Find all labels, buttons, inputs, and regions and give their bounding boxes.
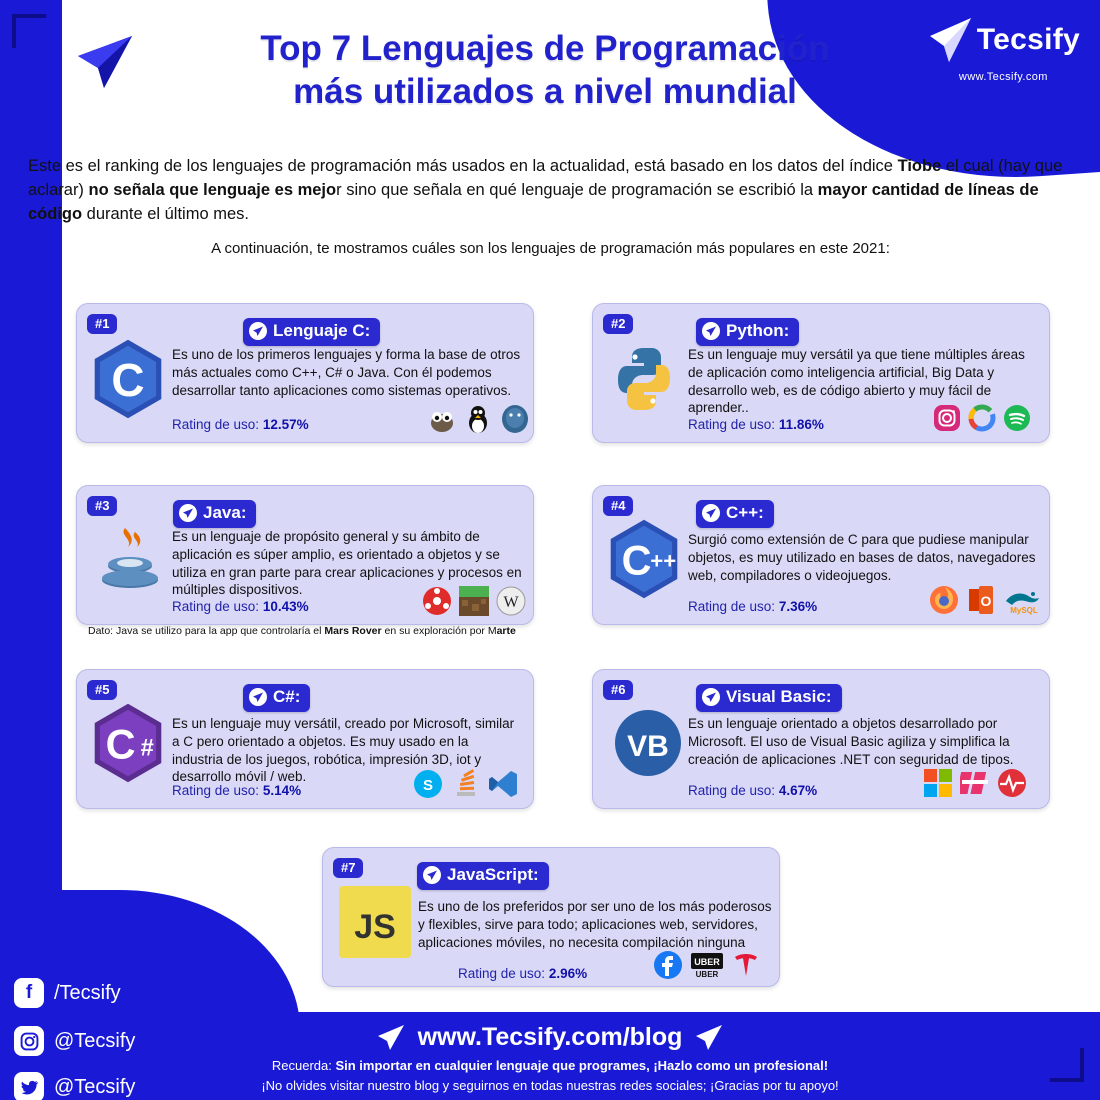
intro-text-3: r sino que señala en qué lenguaje de programación se escribió la bbox=[336, 180, 818, 199]
rating-label: Rating de uso: bbox=[688, 599, 776, 614]
google-icon bbox=[968, 404, 996, 437]
svg-text:VB: VB bbox=[627, 730, 669, 763]
rank-badge: #2 bbox=[603, 314, 633, 334]
postgresql-icon bbox=[499, 404, 531, 439]
rating-text bbox=[688, 783, 817, 798]
footer-message-2: ¡No olvides visitar nuestro blog y seguirnos en todas nuestras redes sociales; ¡Gracias por tu apoyo! bbox=[261, 1078, 839, 1093]
language-card-c bbox=[76, 303, 534, 443]
language-description: Es un lenguaje muy versátil ya que tiene múltiples áreas de aplicación como inteligencia artificial, Big Data y desarrollo web, es de código abierto y muy fácil de aprender.. bbox=[688, 347, 1025, 416]
language-card-cpp bbox=[592, 485, 1050, 625]
footer-message-1-bold: Sin importar en cualquier lenguaje que programes, ¡Hazlo como un profesional! bbox=[335, 1058, 829, 1073]
microsoft-icon bbox=[923, 768, 953, 803]
paper-plane-icon bbox=[249, 322, 267, 340]
language-card-javascript bbox=[322, 847, 780, 987]
tech-icons-row bbox=[412, 768, 518, 805]
minecraft-icon bbox=[459, 586, 489, 621]
language-description: Es un lenguaje orientado a objetos desarrollado por Microsoft. El uso de Visual Basic agiliza y simplifica la creación de aplicaciones .NET con seguridad de tipos. bbox=[688, 716, 1014, 767]
brand-name: Tecsify bbox=[976, 23, 1080, 56]
rating-label: Rating de uso: bbox=[172, 417, 260, 432]
svg-text:W: W bbox=[503, 594, 519, 611]
spotify-icon bbox=[1003, 404, 1031, 437]
social-facebook[interactable] bbox=[14, 978, 121, 1008]
paper-plane-icon bbox=[249, 688, 267, 706]
svg-text:C: C bbox=[111, 354, 145, 407]
footer-message-1 bbox=[0, 1058, 1100, 1073]
rating-label: Rating de uso: bbox=[688, 417, 776, 432]
mysql-icon bbox=[1002, 585, 1044, 620]
language-name: Python: bbox=[726, 321, 790, 340]
rating-label: Rating de uso: bbox=[172, 783, 260, 798]
intro-paragraph bbox=[28, 155, 1073, 227]
paper-plane-icon bbox=[702, 688, 720, 706]
rating-label: Rating de uso: bbox=[688, 783, 776, 798]
c-language-logo bbox=[91, 338, 165, 425]
health-icon bbox=[997, 768, 1027, 803]
svg-text:++: ++ bbox=[650, 548, 677, 574]
language-name: JavaScript: bbox=[447, 865, 539, 884]
paper-plane-icon bbox=[694, 1022, 724, 1052]
rating-value: 7.36% bbox=[778, 599, 818, 614]
facebook-icon bbox=[653, 950, 683, 985]
page-title bbox=[150, 28, 940, 113]
footer-blog-url[interactable] bbox=[0, 1022, 1100, 1052]
intro-bold-3: mayor cantidad de líneas de código bbox=[28, 180, 1039, 223]
page-title-line2: más utilizados a nivel mundial bbox=[293, 71, 797, 111]
rating-label: Rating de uso: bbox=[172, 599, 260, 614]
tech-icons-row bbox=[923, 768, 1027, 803]
stackoverflow-icon bbox=[451, 768, 481, 805]
language-name: Visual Basic: bbox=[726, 687, 832, 706]
rank-badge: #6 bbox=[603, 680, 633, 700]
rating-value: 11.86% bbox=[778, 417, 824, 432]
java-note-text-2: en su exploración por M bbox=[381, 625, 497, 637]
language-description: Es uno de los preferidos por ser uno de los más poderosos y flexibles, sirve para todo; aplicaciones web, servidores, aplicaciones móviles, no necesita compilación ninguna bbox=[418, 899, 772, 950]
language-card-python bbox=[592, 303, 1050, 443]
svg-text:#: # bbox=[140, 735, 154, 762]
wikipedia-icon bbox=[496, 586, 526, 621]
social-handle: @Tecsify bbox=[54, 1029, 136, 1052]
language-title-pill bbox=[696, 318, 799, 346]
language-title-pill bbox=[696, 500, 774, 528]
tech-icons-row bbox=[427, 404, 531, 439]
brand-block bbox=[927, 14, 1080, 83]
svg-text:O: O bbox=[980, 593, 992, 609]
microsoft-office-icon bbox=[967, 585, 995, 620]
language-description: Es un lenguaje de propósito general y su ámbito de aplicación es súper amplio, es orientado a objetos y se utiliza en gran parte para crear aplicaciones y procesos en múltiples dispositivos. bbox=[172, 529, 522, 598]
rating-text bbox=[688, 599, 817, 614]
svg-text:MySQL: MySQL bbox=[1010, 606, 1038, 615]
language-description: Es uno de los primeros lenguajes y forma la base de otros más actuales como C++, C# o Java. Con él podemos desarrollar tanto aplicaciones como sistemas operativos. bbox=[172, 347, 521, 398]
csharp-logo bbox=[91, 702, 165, 789]
language-description: Es un lenguaje muy versátil, creado por Microsoft, similar a C pero orientado a objetos. Es muy usado en la industria de los juegos, robótica, impresión 3D, iot y desarrollo móvil / web. bbox=[172, 716, 515, 785]
rating-label: Rating de uso: bbox=[458, 966, 546, 981]
bank-icon bbox=[960, 768, 990, 803]
language-card-visual-basic bbox=[592, 669, 1050, 809]
rank-badge: #4 bbox=[603, 496, 633, 516]
intro-text-1: Este es el ranking de los lenguajes de programación más usados en la actualidad, está basado en los datos del índice bbox=[28, 157, 898, 175]
svg-text:S: S bbox=[422, 777, 434, 794]
language-name: C++: bbox=[726, 503, 764, 522]
paper-plane-icon bbox=[376, 1022, 406, 1052]
intro-bold-tiobe: Tiobe bbox=[897, 157, 942, 175]
paper-plane-icon bbox=[179, 504, 197, 522]
brand-url: www.Tecsify.com bbox=[958, 71, 1048, 83]
footer-url-text: www.Tecsify.com/blog bbox=[417, 1022, 683, 1051]
java-note bbox=[88, 625, 516, 637]
instagram-icon bbox=[933, 404, 961, 437]
cpp-logo bbox=[607, 518, 681, 605]
paper-plane-icon bbox=[423, 866, 441, 884]
intro-text-4: durante el último mes. bbox=[82, 204, 249, 223]
rating-text bbox=[172, 599, 309, 614]
language-title-pill bbox=[243, 318, 380, 346]
rating-text bbox=[688, 417, 824, 432]
tech-icons-row bbox=[928, 584, 1044, 621]
social-handle: /Tecsify bbox=[54, 981, 121, 1004]
corner-mark-top-left bbox=[12, 14, 46, 48]
svg-text:JS: JS bbox=[354, 908, 396, 946]
visual-basic-logo bbox=[613, 708, 683, 783]
language-name: Java: bbox=[203, 503, 247, 522]
rating-value: 10.43% bbox=[262, 599, 309, 614]
tech-icons-row bbox=[933, 404, 1031, 437]
uber-icon bbox=[690, 950, 724, 985]
rank-badge: #7 bbox=[333, 858, 363, 878]
rating-value: 5.14% bbox=[262, 783, 302, 798]
python-logo bbox=[609, 344, 679, 419]
rating-text bbox=[458, 966, 587, 981]
intro-bold-2: no señala que lenguaje es mejo bbox=[88, 180, 337, 199]
svg-text:UBER: UBER bbox=[695, 970, 719, 979]
social-handle: @Tecsify bbox=[54, 1075, 136, 1098]
tech-icons-row bbox=[653, 950, 761, 985]
rank-badge: #3 bbox=[87, 496, 117, 516]
language-title-pill bbox=[243, 684, 310, 712]
java-logo bbox=[95, 522, 165, 603]
rating-text bbox=[172, 783, 301, 798]
paper-plane-icon bbox=[74, 30, 136, 92]
language-title-pill bbox=[173, 500, 256, 528]
javascript-logo bbox=[339, 886, 411, 963]
linux-tux-icon bbox=[464, 404, 492, 439]
paper-plane-icon bbox=[702, 504, 720, 522]
intro-text-2: el cual (hay que aclarar) bbox=[28, 157, 1063, 199]
svg-text:C: C bbox=[105, 720, 136, 768]
vscode-icon bbox=[488, 769, 518, 804]
tech-icons-row bbox=[422, 586, 526, 621]
rating-value: 4.67% bbox=[778, 783, 818, 798]
svg-text:UBER: UBER bbox=[694, 957, 720, 967]
page-title-line1: Top 7 Lenguajes de Programación bbox=[260, 29, 830, 68]
rating-value: 2.96% bbox=[548, 966, 588, 981]
language-card-csharp bbox=[76, 669, 534, 809]
language-name: C#: bbox=[273, 687, 301, 706]
rating-text bbox=[172, 417, 309, 432]
language-card-java bbox=[76, 485, 534, 625]
footer-message-1-plain: Recuerda: bbox=[271, 1058, 336, 1073]
svg-text:C: C bbox=[621, 536, 652, 584]
tesla-icon bbox=[731, 950, 761, 985]
rank-badge: #5 bbox=[87, 680, 117, 700]
skype-icon bbox=[412, 768, 444, 805]
firefox-icon bbox=[928, 584, 960, 621]
subintro-text: A continuación, te mostramos cuáles son los lenguajes de programación más populares en este 2021: bbox=[211, 240, 890, 257]
java-note-text-1: Dato: Java se utilizo para la app que controlaría el bbox=[88, 625, 325, 637]
rating-value: 12.57% bbox=[262, 417, 309, 432]
facebook-icon: f bbox=[14, 978, 44, 1008]
language-name: Lenguaje C: bbox=[273, 321, 371, 340]
language-description: Surgió como extensión de C para que pudiese manipular objetos, es muy utilizado en bases de datos, navegadores web, compiladores o videojuegos. bbox=[688, 532, 1036, 583]
paper-plane-icon bbox=[702, 322, 720, 340]
java-note-bold: Mars Rover bbox=[324, 625, 382, 637]
language-title-pill bbox=[417, 862, 549, 890]
java-note-bold-2: arte bbox=[496, 625, 516, 637]
rank-badge: #1 bbox=[87, 314, 117, 334]
gimp-icon bbox=[427, 404, 457, 439]
hadoop-icon bbox=[422, 586, 452, 621]
language-title-pill bbox=[696, 684, 842, 712]
